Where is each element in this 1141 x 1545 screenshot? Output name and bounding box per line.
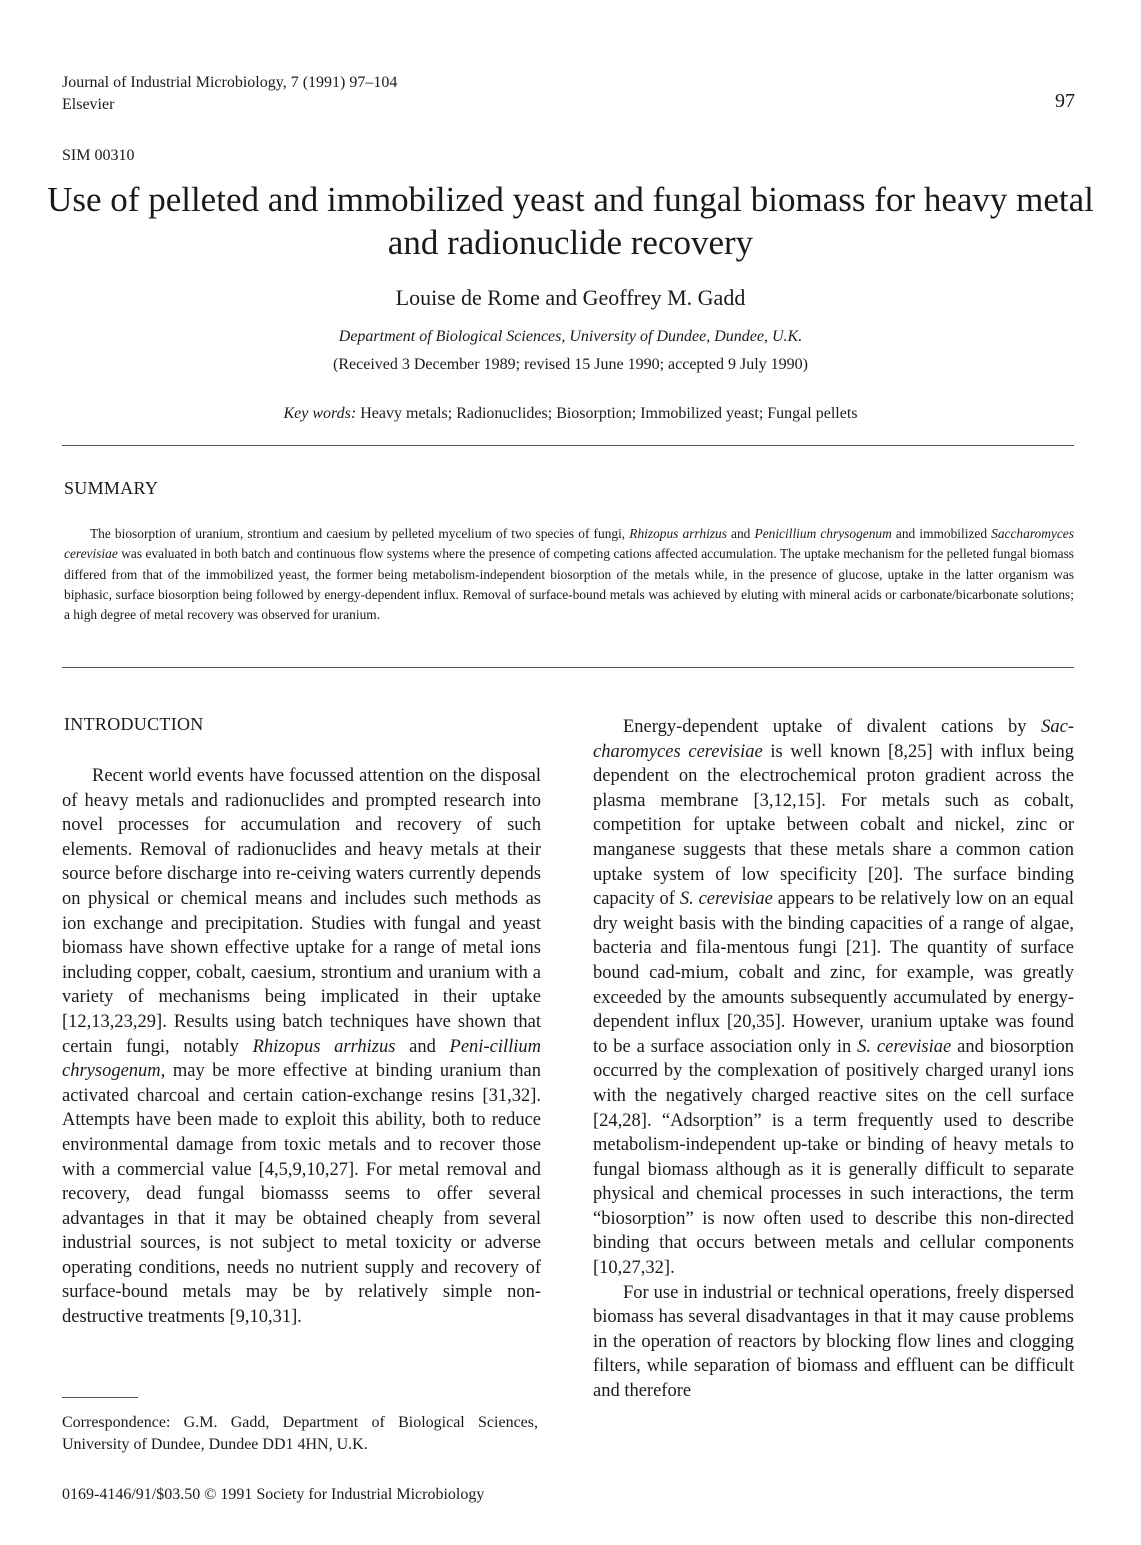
species-name: S. cerevisiae (679, 889, 773, 910)
summary-text-part: and (731, 526, 751, 541)
introduction-heading: INTRODUCTION (64, 714, 204, 734)
summary-text (64, 524, 1074, 625)
summary-text-part: and immobilized (895, 526, 988, 541)
correspondence: Correspondence: G.M. Gadd, Department of Biological Sciences, University of Dundee, Dundee DD1 4HN, U.K. (62, 1414, 538, 1453)
summary-heading: SUMMARY (64, 478, 159, 498)
footnote-rule (62, 1397, 138, 1398)
paragraph (62, 764, 541, 1330)
paragraph: For use in industrial or technical operations, freely dispersed biomass has several disadvantages in that it may cause problems in the operation of reactors by blocking flow lines and clogging filters, while separation of biomass and effluent can be difficult and therefore (593, 1282, 1074, 1402)
species-name: Rhizopus arrhizus (252, 1036, 396, 1057)
sim-id: SIM 00310 (62, 147, 135, 164)
species-name: Penicillium chrysogenum (754, 526, 892, 541)
left-column (62, 764, 541, 1330)
summary-text-part: was evaluated in both batch and continuous flow systems where the presence of competing cations affected accumulation. The uptake mechanism for the pelleted fungal biomass differed from that of the immobilized yeast, the former being metabolism-independent biosorption of the metals while, in the presence of glucose, uptake in the latter organism was biphasic, surface biosorption being followed by energy-dependent influx. Removal of surface-bound metals was achieved by eluting with mineral acids or carbonate/bicarbonate solutions; a high degree of metal recovery was observed for uranium. (64, 546, 1074, 623)
right-column (593, 715, 1074, 1404)
text-run: is well known [8,25] with influx being dependent on the electrochemical proton gradient across the plasma membrane [3,12,15]. For metals such as cobalt, competition for uptake between cobalt and nickel, zinc or manganese suggests that these metals share a common cation uptake system of low specificity [20]. The surface binding capacity of (593, 741, 1074, 910)
affiliation: Department of Biological Sciences, University of Dundee, Dundee, U.K. (338, 328, 803, 345)
species-name: Rhizopus arrhizus (629, 526, 727, 541)
authors: Louise de Rome and Geoffrey M. Gadd (395, 285, 746, 310)
keywords (0, 405, 1141, 423)
keywords-list: Heavy metals; Radionuclides; Biosorption; Immobilized yeast; Fungal pellets (360, 405, 858, 422)
text-run: and (409, 1036, 436, 1057)
species-name: Peni-cillium chrysogenum, (62, 1036, 541, 1082)
received-dates: (Received 3 December 1989; revised 15 June 1990; accepted 9 July 1990) (333, 356, 808, 373)
text-run: Energy-dependent uptake of divalent cations by (623, 717, 1027, 737)
species-name: S. cerevisiae (857, 1036, 952, 1057)
divider (62, 445, 1074, 446)
journal-citation: Journal of Industrial Microbiology, 7 (1991) 97–104 (62, 74, 398, 91)
text-run: and biosorption occurred by the complexation of positively charged uranyl ions with the negatively charged reactive sites on the cell surface [24,28]. “Adsorption” is a term frequently used to describe metabolism-independent up-take or binding of heavy metals to fungal biomass although as it is generally difficult to separate physical and chemical processes in such interactions, the term “biosorption” is now often used to describe this non-directed binding that occurs between metals and cellular components [10,27,32]. (593, 1036, 1074, 1279)
page-number: 97 (1055, 90, 1075, 112)
keywords-label: Key words: (283, 405, 357, 422)
text-run: appears to be relatively low on an equal dry weight basis with the binding capacities of a range of algae, bacteria and fila-mentous fungi [21]. The quantity of surface bound cad-mium, cobalt and zinc, for example, was greatly exceeded by the amounts subsequently accumulated by energy-dependent influx [20,35]. However, uranium uptake was found to be a surface association only in (593, 889, 1074, 1057)
paragraph (593, 715, 1074, 1281)
text-run: Recent world events have focussed attention on the disposal of heavy metals and radionuclides and prompted research into novel processes for accumulation and recovery of such elements. Removal of radionuclides and heavy metals at their source before discharge into re-ceiving waters currently depends on physical or chemical means and includes such methods as ion exchange and precipitation. Studies with fungal and yeast biomass have shown effective uptake for a range of metal ions including copper, cobalt, caesium, strontium and uranium with a variety of mechanisms being implicated in their uptake [12,13,23,29]. Results using batch techniques have shown that certain fungi, notably (62, 766, 541, 1057)
species-name: Sac-charomyces cerevisiae (593, 717, 1074, 762)
article-title: Use of pelleted and immobilized yeast and fungal biomass for heavy metal and radionuclide recovery (47, 180, 1094, 262)
text-run: may be more effective at binding uranium than activated charcoal and certain cation-exchange resins [31,32]. Attempts have been made to exploit this ability, both to reduce environmental damage from toxic metals and to recover those with a commercial value [4,5,9,10,27]. For metal removal and recovery, dead fungal biomasss seems to offer several advantages in that it may be obtained cheaply from several industrial sources, is not subject to metal toxicity or adverse operating conditions, needs no nutrient supply and recovery of surface-bound metals may be by relatively simple non-destructive treatments [9,10,31]. (62, 1061, 542, 1328)
copyright-footer: 0169-4146/91/$03.50 © 1991 Society for Industrial Microbiology (62, 1486, 485, 1503)
summary-text-part: The biosorption of uranium, strontium and caesium by pelleted mycelium of two species of fungi, (90, 526, 626, 541)
divider (62, 667, 1074, 668)
publisher: Elsevier (62, 96, 115, 113)
species-name: Saccharomyces cerevisiae (64, 526, 1074, 562)
